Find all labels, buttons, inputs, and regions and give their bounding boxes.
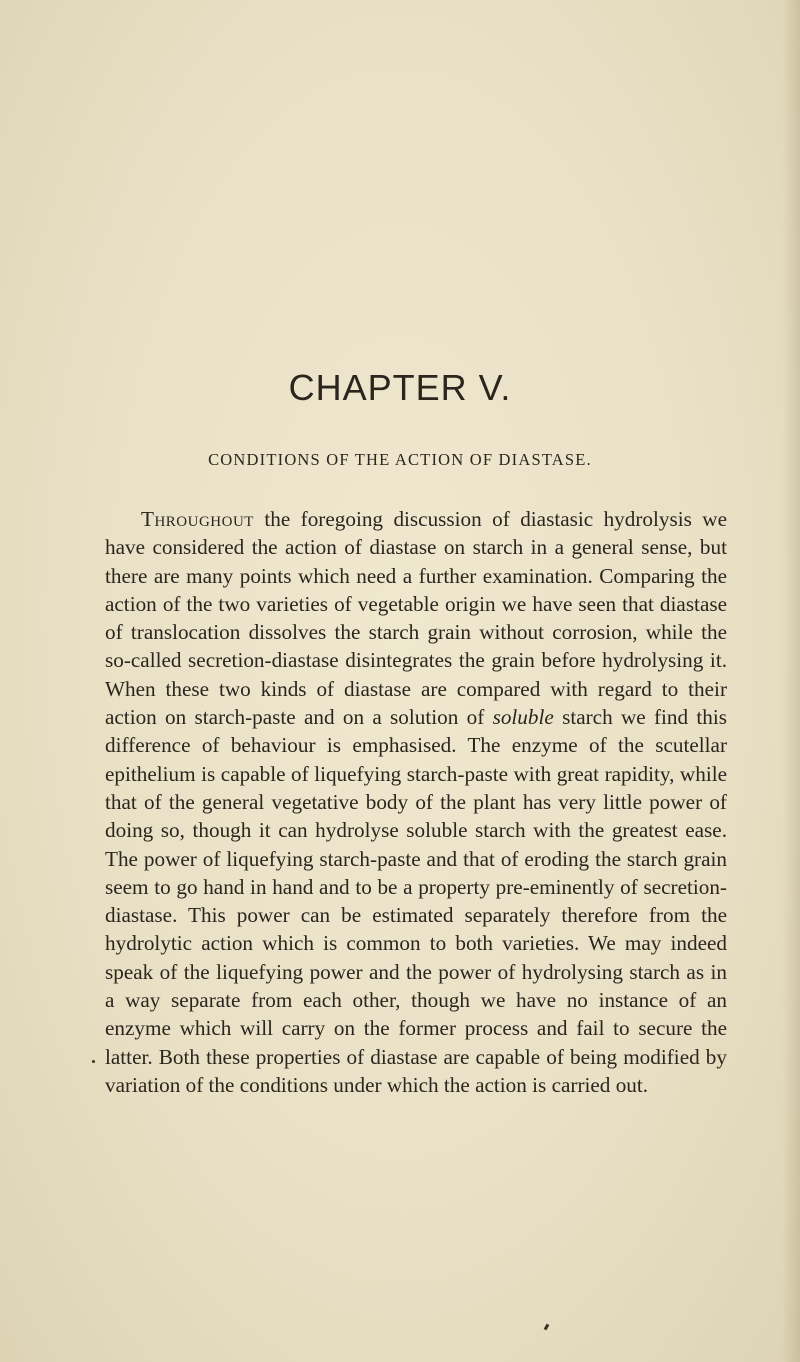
body-text — [105, 505, 727, 1099]
chapter-title: CHAPTER V. — [288, 367, 512, 408]
paragraph-text-continued: starch we find this difference of behaviour is emphasised. The enzyme of the scutellar epithelium is capable of liquefying starch-paste with great rapidity, while that of the general vegetative body of the plant has very little power of doing so, though it can hydrolyse soluble starch with the greatest ease. The power of liquefying starch-paste and that of eroding the starch grain seem to go hand in hand and to be a property pre-eminently of secretion-diastase. This power can be estimated separately therefore from the hydrolytic action which is common to both varieties. We may indeed speak of the liquefying power and the power of hydrolysing starch as in a way separate from each other, though we have no instance of an enzyme which will carry on the former process and fail to secure the latter. Both these properties of diastase are capable of being modified by variation of the conditions under which the action is carried out. — [105, 705, 727, 1097]
paragraph-text: the foregoing discussion of diastasic hydrolysis we have considered the action of diastase on starch in a general sense, but there are many points which need a further examination. Comparing the action of the two varieties of vegetable origin we have seen that diastase of translocation dissolves the starch grain without corrosion, while the so-called secretion-diastase disintegrates the grain before hydrolysing it. When these two kinds of diastase are compared with regard to their action on starch-paste and on a solution of — [105, 507, 727, 730]
paragraph — [105, 505, 727, 1099]
paragraph-lead-word: Throughout — [141, 507, 254, 531]
chapter-subtitle: CONDITIONS OF THE ACTION OF DIASTASE. — [208, 450, 592, 469]
ink-speck — [544, 1324, 550, 1331]
page-edge-shadow — [782, 0, 800, 1362]
ink-speck — [92, 1060, 95, 1063]
paragraph-italic-word: soluble — [492, 705, 554, 730]
